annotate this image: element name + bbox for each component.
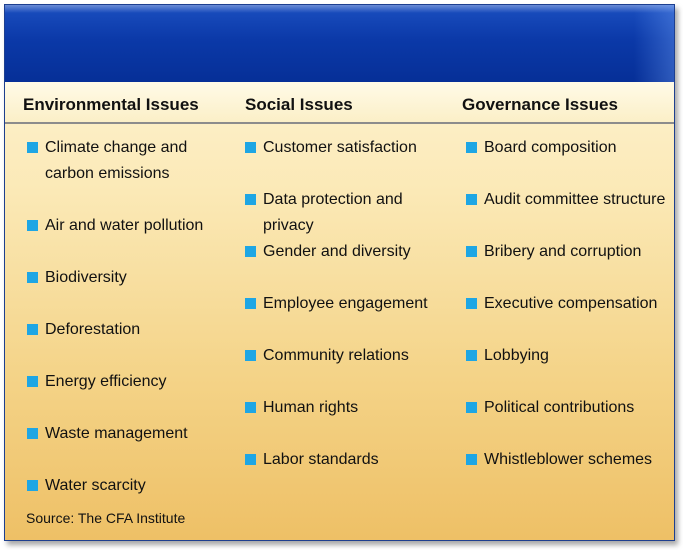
item-label: Water scarcity	[45, 477, 146, 494]
item-label: Energy efficiency	[45, 373, 167, 390]
list-item	[466, 239, 671, 291]
item-label: Whistleblower schemes	[484, 451, 653, 468]
social-issues-heading: Social Issues	[245, 95, 353, 114]
list-item	[466, 291, 671, 343]
item-label: Lobbying	[484, 347, 549, 364]
list-item	[245, 447, 450, 499]
list-item	[245, 135, 450, 187]
item-label: Board composition	[484, 139, 617, 156]
list-item	[466, 447, 671, 499]
square-bullet-icon	[27, 142, 38, 153]
social-issues-list	[245, 135, 450, 499]
item-label: Biodiversity	[45, 269, 127, 286]
item-label: Political contributions	[484, 399, 635, 416]
list-item	[245, 187, 450, 239]
list-item	[245, 395, 450, 447]
item-label: Audit committee structure	[484, 191, 666, 208]
esg-issues-card	[4, 4, 675, 541]
square-bullet-icon	[245, 298, 256, 309]
item-label: Labor standards	[263, 451, 379, 468]
square-bullet-icon	[245, 454, 256, 465]
item-label: Employee engagement	[263, 295, 428, 312]
list-item	[466, 187, 671, 239]
square-bullet-icon	[466, 194, 477, 205]
list-item	[27, 135, 227, 213]
square-bullet-icon	[27, 272, 38, 283]
item-label: Executive compensation	[484, 295, 658, 312]
governance-issues-heading: Governance Issues	[462, 95, 618, 114]
item-label: Customer satisfaction	[263, 139, 417, 156]
item-label: Air and water pollution	[45, 217, 204, 234]
list-item	[466, 135, 671, 187]
square-bullet-icon	[245, 142, 256, 153]
list-item	[245, 239, 450, 291]
list-item	[27, 317, 227, 369]
square-bullet-icon	[27, 376, 38, 387]
item-label: Bribery and corruption	[484, 243, 642, 260]
square-bullet-icon	[27, 480, 38, 491]
list-item	[27, 213, 227, 265]
item-label: Human rights	[263, 399, 359, 416]
square-bullet-icon	[466, 142, 477, 153]
governance-issues-list	[466, 135, 671, 499]
square-bullet-icon	[245, 194, 256, 205]
list-item	[27, 265, 227, 317]
square-bullet-icon	[245, 246, 256, 257]
title-banner	[5, 5, 674, 82]
square-bullet-icon	[27, 428, 38, 439]
source-note: Source: The CFA Institute	[26, 510, 186, 526]
column-header-row	[5, 82, 674, 124]
item-label: Gender and diversity	[263, 243, 411, 260]
list-item	[27, 369, 227, 421]
list-item	[466, 395, 671, 447]
list-item	[245, 343, 450, 395]
square-bullet-icon	[27, 220, 38, 231]
item-label: Data protection and privacy	[263, 191, 403, 234]
environmental-issues-heading: Environmental Issues	[23, 95, 199, 114]
list-item	[27, 421, 227, 473]
square-bullet-icon	[245, 350, 256, 361]
square-bullet-icon	[466, 246, 477, 257]
square-bullet-icon	[466, 402, 477, 413]
item-label: Climate change and carbon emissions	[45, 139, 188, 182]
environmental-issues-list	[27, 135, 227, 525]
list-item	[466, 343, 671, 395]
item-label: Deforestation	[45, 321, 141, 338]
square-bullet-icon	[466, 350, 477, 361]
square-bullet-icon	[27, 324, 38, 335]
list-item	[245, 291, 450, 343]
square-bullet-icon	[245, 402, 256, 413]
item-label: Waste management	[45, 425, 188, 442]
square-bullet-icon	[466, 454, 477, 465]
item-label: Community relations	[263, 347, 409, 364]
square-bullet-icon	[466, 298, 477, 309]
